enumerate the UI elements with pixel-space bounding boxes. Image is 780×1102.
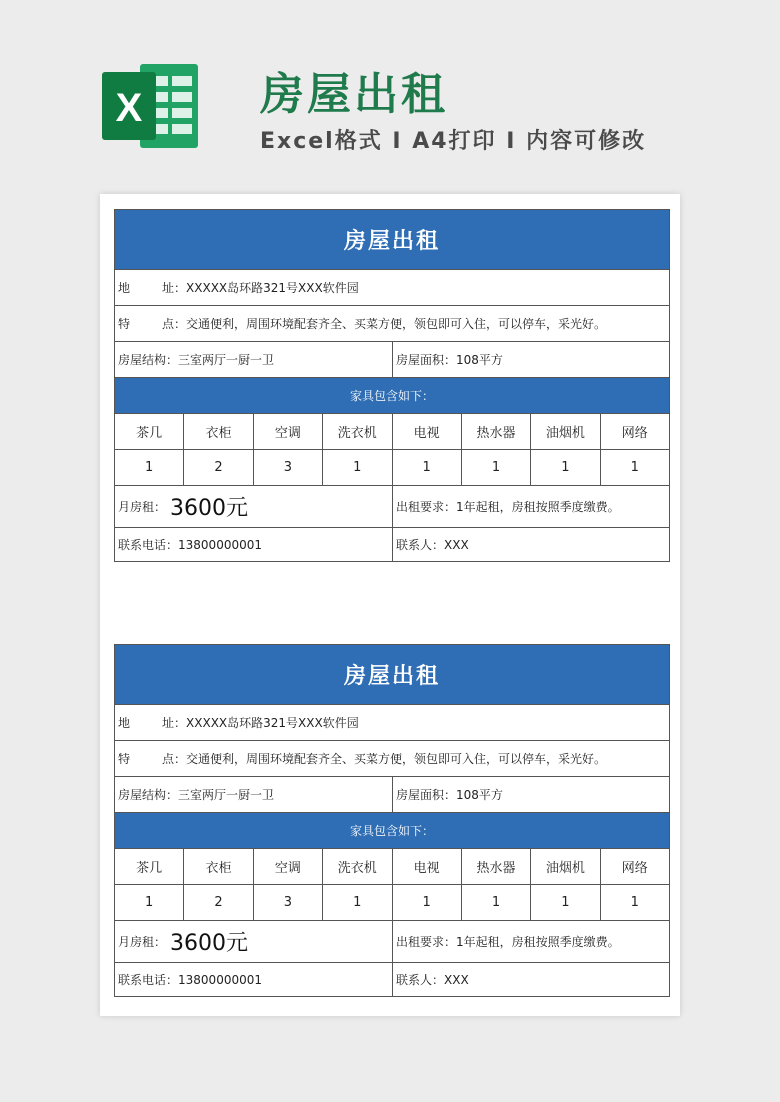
- area-label: 房屋面积：: [396, 353, 457, 367]
- furniture-name: 洗衣机: [322, 849, 391, 884]
- contact-cell: [392, 963, 669, 996]
- rent-label: 月房租：: [118, 500, 167, 514]
- furniture-header: 家具包含如下：: [115, 813, 669, 849]
- furniture-qty-row: [115, 450, 669, 486]
- address-row: [115, 270, 669, 306]
- contact-row: [115, 963, 669, 997]
- furniture-qty: 3: [253, 885, 322, 920]
- furniture-qty: 2: [183, 450, 252, 485]
- address-row: [115, 705, 669, 741]
- contact-value: XXX: [444, 972, 469, 987]
- furniture-name: 洗衣机: [322, 414, 391, 449]
- form-title: 房屋出租: [115, 645, 669, 705]
- furniture-qty: 1: [600, 885, 669, 920]
- furniture-name: 衣柜: [183, 849, 252, 884]
- feature-value: 交通便利，周围环境配套齐全、买菜方便，领包即可入住，可以停车，采光好。: [186, 317, 607, 331]
- furniture-qty: 1: [530, 450, 599, 485]
- contact-cell: [392, 528, 669, 561]
- structure-label: 房屋结构：: [118, 788, 179, 802]
- feature-label: 特: [118, 317, 131, 331]
- furniture-qty: 1: [322, 885, 391, 920]
- feature-value: 交通便利，周围环境配套齐全、买菜方便，领包即可入住，可以停车，采光好。: [186, 752, 607, 766]
- furniture-name: 空调: [253, 849, 322, 884]
- address-label: 地: [118, 716, 131, 730]
- rent-value: 3600元: [170, 931, 249, 956]
- furniture-names-row: [115, 849, 669, 885]
- requirement-label: 出租要求：: [396, 500, 457, 514]
- rent-cell: [115, 486, 392, 527]
- furniture-qty: 1: [322, 450, 391, 485]
- contact-label: 联系人：: [396, 973, 445, 987]
- requirement-label: 出租要求：: [396, 935, 457, 949]
- furniture-qty: 1: [461, 450, 530, 485]
- requirement-value: 1年起租，房租按照季度缴费。: [456, 935, 620, 949]
- furniture-name: 油烟机: [530, 849, 599, 884]
- structure-value: 三室两厅一厨一卫: [178, 788, 275, 802]
- feature-row: [115, 306, 669, 342]
- requirement-cell: [392, 921, 669, 962]
- furniture-name: 油烟机: [530, 414, 599, 449]
- furniture-name: 网络: [600, 414, 669, 449]
- furniture-qty: 1: [145, 460, 154, 475]
- furniture-qty: 1: [392, 885, 461, 920]
- contact-row: [115, 528, 669, 562]
- rental-form-2: [114, 644, 670, 997]
- rent-cell: [115, 921, 392, 962]
- furniture-qty: 1: [145, 895, 154, 910]
- structure-area-row: [115, 777, 669, 813]
- hero-title: 房屋出租: [260, 69, 448, 120]
- furniture-qty: 1: [530, 885, 599, 920]
- furniture-name: 电视: [392, 849, 461, 884]
- area-cell: [392, 342, 669, 377]
- feature-label-suffix: 点：: [162, 317, 187, 331]
- feature-row: [115, 741, 669, 777]
- address-label-suffix: 址：: [162, 281, 187, 295]
- excel-logo-icon: [100, 58, 200, 154]
- contact-label: 联系人：: [396, 538, 445, 552]
- phone-cell: [115, 528, 392, 561]
- address-value: XXXXX岛环路321号XXX软件园: [186, 716, 359, 730]
- structure-cell: [115, 342, 392, 377]
- furniture-name: 网络: [600, 849, 669, 884]
- requirement-value: 1年起租，房租按照季度缴费。: [456, 500, 620, 514]
- structure-cell: [115, 777, 392, 812]
- furniture-qty: 2: [183, 885, 252, 920]
- phone-label: 联系电话：: [118, 538, 179, 552]
- furniture-qty: 3: [253, 450, 322, 485]
- phone-value: 13800000001: [178, 972, 262, 987]
- contact-value: XXX: [444, 537, 469, 552]
- address-label-suffix: 址：: [162, 716, 187, 730]
- furniture-qty: 1: [600, 450, 669, 485]
- svg-text:X: X: [115, 86, 143, 130]
- document-page: [100, 194, 680, 1016]
- form-title: 房屋出租: [115, 210, 669, 270]
- furniture-name: 茶几: [136, 426, 163, 441]
- structure-value: 三室两厅一厨一卫: [178, 353, 275, 367]
- furniture-name: 茶几: [136, 861, 163, 876]
- phone-cell: [115, 963, 392, 996]
- area-label: 房屋面积：: [396, 788, 457, 802]
- furniture-name: 热水器: [461, 414, 530, 449]
- requirement-cell: [392, 486, 669, 527]
- rent-value: 3600元: [170, 496, 249, 521]
- rent-row: [115, 486, 669, 528]
- address-label: 地: [118, 281, 131, 295]
- furniture-name: 电视: [392, 414, 461, 449]
- furniture-qty: 1: [461, 885, 530, 920]
- furniture-qty: 1: [392, 450, 461, 485]
- hero-subtitle: Excel格式 I A4打印 I 内容可修改: [260, 129, 647, 154]
- furniture-names-row: [115, 414, 669, 450]
- hero-header: [0, 0, 780, 190]
- phone-label: 联系电话：: [118, 973, 179, 987]
- rental-form-1: [114, 209, 670, 562]
- address-value: XXXXX岛环路321号XXX软件园: [186, 281, 359, 295]
- furniture-name: 热水器: [461, 849, 530, 884]
- furniture-name: 空调: [253, 414, 322, 449]
- furniture-name: 衣柜: [183, 414, 252, 449]
- furniture-header: 家具包含如下：: [115, 378, 669, 414]
- area-value: 108平方: [456, 788, 503, 802]
- structure-label: 房屋结构：: [118, 353, 179, 367]
- rent-row: [115, 921, 669, 963]
- structure-area-row: [115, 342, 669, 378]
- phone-value: 13800000001: [178, 537, 262, 552]
- furniture-qty-row: [115, 885, 669, 921]
- feature-label: 特: [118, 752, 131, 766]
- rent-label: 月房租：: [118, 935, 167, 949]
- feature-label-suffix: 点：: [162, 752, 187, 766]
- area-cell: [392, 777, 669, 812]
- area-value: 108平方: [456, 353, 503, 367]
